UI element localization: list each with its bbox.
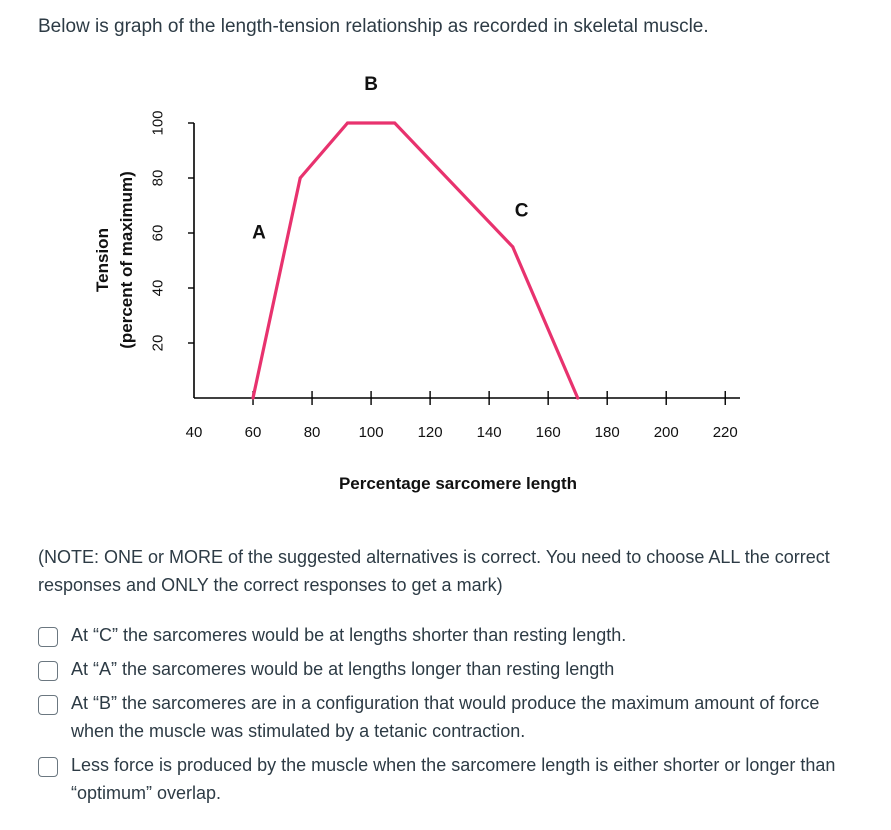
answer-option[interactable]: [38, 621, 858, 649]
y-axis-label-line2: (percent of maximum): [117, 171, 136, 349]
checkbox-2[interactable]: [38, 661, 58, 681]
x-axis: [186, 391, 740, 441]
data-point: [299, 177, 302, 180]
y-axis-label-line1: Tension: [93, 228, 112, 292]
instruction-note: (NOTE: ONE or MORE of the suggested alternatives is correct. You need to choose ALL the correct responses and ONLY the correct responses to get a mark): [38, 547, 830, 595]
annotation-label-a: A: [252, 222, 266, 244]
answer-options: [38, 621, 858, 813]
x-tick-label: 60: [244, 424, 262, 441]
annotation-label-b: B: [364, 74, 378, 95]
answer-label: Less force is produced by the muscle when the sarcomere length is either shorter or longer than “optimum” overlap.: [71, 755, 836, 803]
checkbox-4[interactable]: [38, 757, 58, 777]
series-tension: [252, 122, 580, 400]
question-text: Below is graph of the length-tension relationship as recorded in skeletal muscle.: [38, 16, 709, 37]
x-tick-label: 80: [303, 424, 321, 441]
x-tick-label: 40: [185, 424, 203, 441]
x-tick-label: 100: [358, 424, 384, 441]
answer-option[interactable]: [38, 655, 858, 683]
x-tick-label: 140: [476, 424, 502, 441]
y-tick-label: 40: [149, 279, 167, 297]
y-tick-label: 20: [149, 334, 167, 352]
y-axis: [150, 110, 195, 398]
x-tick-label: 180: [594, 424, 620, 441]
y-tick-label: 100: [149, 110, 167, 136]
answer-option[interactable]: [38, 751, 858, 807]
data-point: [346, 122, 349, 125]
series-line: [253, 123, 578, 398]
x-axis-label: Percentage sarcomere length: [338, 474, 578, 493]
x-tick-label: 160: [535, 424, 561, 441]
answer-label: At “C” the sarcomeres would be at lengths shorter than resting length.: [71, 625, 627, 645]
x-tick-label: 220: [712, 424, 738, 441]
data-point: [511, 245, 514, 248]
x-tick-label: 120: [417, 424, 443, 441]
answer-option[interactable]: [38, 689, 858, 745]
answer-label: At “A” the sarcomeres would be at lengths longer than resting length: [71, 659, 615, 679]
answer-label: At “B” the sarcomeres are in a configuration that would produce the maximum amount of force when the muscle was stimulated by a tetanic contraction.: [71, 693, 820, 741]
checkbox-3[interactable]: [38, 695, 58, 715]
annotation-label-c: C: [514, 200, 529, 222]
y-tick-label: 80: [149, 169, 167, 187]
y-tick-label: 60: [149, 224, 167, 242]
data-point: [252, 397, 255, 400]
data-point: [393, 122, 396, 125]
x-tick-label: 200: [653, 424, 679, 441]
checkbox-1[interactable]: [38, 627, 58, 647]
data-point: [576, 397, 579, 400]
